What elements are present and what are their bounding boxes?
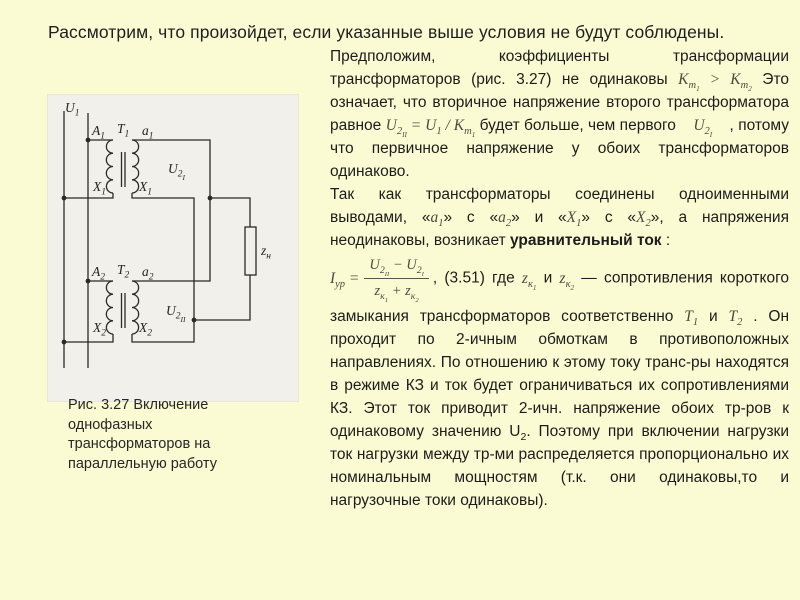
- fraction-formula: [330, 254, 429, 303]
- formula-numerator: $U_{2_{II}} - U_{2_I}$: [364, 254, 429, 279]
- load-top-wire: [210, 198, 250, 227]
- inline-formula: $z_{к_1}$: [521, 269, 537, 292]
- diagram-label-X2p: $X_2$: [93, 320, 106, 339]
- diagram-labels: [65, 100, 271, 339]
- diagram-label-X2s: $X_2$: [139, 320, 152, 339]
- junction-dot-x2-bus: [62, 340, 67, 345]
- body-text: [330, 45, 789, 512]
- junction-dot-load-top: [208, 196, 213, 201]
- circuit-diagram: [48, 95, 298, 401]
- diagram-label-U2I: $U_{2_I}$: [168, 161, 185, 182]
- bold-text: уравнительный ток: [510, 232, 662, 249]
- diagram-label-zn: $z_н$: [261, 243, 271, 262]
- t1-core: [122, 152, 126, 187]
- t1-primary-coil: [106, 140, 113, 193]
- inline-formula: $X_2$: [636, 209, 651, 230]
- junction-dot-x1-bus: [62, 196, 67, 201]
- inline-formula: $U_{2_I}$: [693, 117, 713, 140]
- inline-formula: $T_1$: [684, 308, 699, 329]
- paragraph: $I_{ур}$ = $\frac{U_{2_{II}} - U_{2_I}}{z_{к_1} + z_{к_2}}$ , (3.51) где $z_{к_1}$ и $z_{к_2}$ — сопротивления короткого замыкания трансформаторов соответственно $T_1$ и $T_2$ . Он проходит по 2-ичным обмоткам в противоположных направлениях. По отношению к этому току транс-ры находятся в режиме КЗ и ток будет ограничиваться их сопротивлениями КЗ. Этот ток приводит 2-ичн. напряжение обоих тр-ров к одинаковому значению $U_2$. Поэтому при включении нагрузки ток нагрузки между тр-ми распределяется пропорционально их номинальным мощностям (т.к. они одинаковы,то и нагрузочные токи одинаковы).: [330, 252, 789, 512]
- paragraph: Так как трансформаторы соединены одноименными выводами, «$a_1$» с «$a_2$» и «$X_1$» с «$X_2$», а напряжения неодинаковы, возникает уравнительный ток :: [330, 186, 789, 249]
- diagram-label-A1: $A_1$: [92, 123, 105, 142]
- load-resistor: [245, 227, 256, 275]
- diagram-label-X1s: $X_1$: [139, 179, 152, 198]
- slide-title: Рассмотрим, что произойдет, если указанные выше условия не будут соблюдены.: [48, 22, 725, 42]
- formula-denominator: $z_{к_1} + z_{к_2}$: [374, 283, 419, 304]
- inline-formula: $a_2$: [498, 209, 512, 230]
- formula-lhs: $I_{ур}$ =: [330, 270, 360, 291]
- inline-formula: $z_{к_2}$: [559, 269, 575, 292]
- diagram-label-u1: $U_1$: [65, 100, 80, 119]
- inline-formula: $U_{2_{II}} = U_1 / K_{т_1}$: [385, 117, 476, 140]
- diagram-label-T1: $T_1$: [117, 121, 130, 140]
- junction-dot-load-bottom: [192, 318, 197, 323]
- paragraph: Предположим, коэффициенты трансформации трансформаторов (рис. 3.27) не одинаковы $K_{т_1} > K_{т_2}$ Это означает, что вторичное напряжение второго трансформатора равное $U_{2_{II}} = U_1 / K_{т_1}$ будет больше, чем первого $U_{2_I}$ , потому что первичное напряжение у обоих трансформаторов одинаково.: [330, 48, 789, 180]
- load-bottom-wire: [194, 275, 250, 320]
- t1-secondary-coil: [132, 140, 139, 193]
- diagram-label-T2: $T_2$: [117, 262, 130, 281]
- diagram-label-a1: $a_1$: [142, 123, 154, 142]
- figure-panel: [48, 95, 298, 401]
- figure-caption: Рис. 3.27 Включение однофазных трансформаторов на параллельную работу: [68, 397, 217, 472]
- diagram-label-X1p: $X_1$: [93, 179, 106, 198]
- junction-dot-a2-bus: [86, 279, 91, 284]
- inline-formula: $a_1$: [430, 209, 444, 230]
- inline-formula: $T_2$: [728, 308, 743, 329]
- t2-core: [122, 293, 126, 328]
- t2-primary-coil: [106, 281, 113, 334]
- diagram-label-U2II: $U_{2_{II}}$: [166, 303, 186, 324]
- junction-dot-a1-bus: [86, 138, 91, 143]
- inline-formula: $K_{т_1} > K_{т_2}$: [678, 71, 752, 94]
- diagram-label-A2: $A_2$: [92, 264, 105, 283]
- t2-secondary-coil: [132, 281, 139, 334]
- diagram-label-a2: $a_2$: [142, 264, 154, 283]
- inline-formula: $X_1$: [566, 209, 582, 230]
